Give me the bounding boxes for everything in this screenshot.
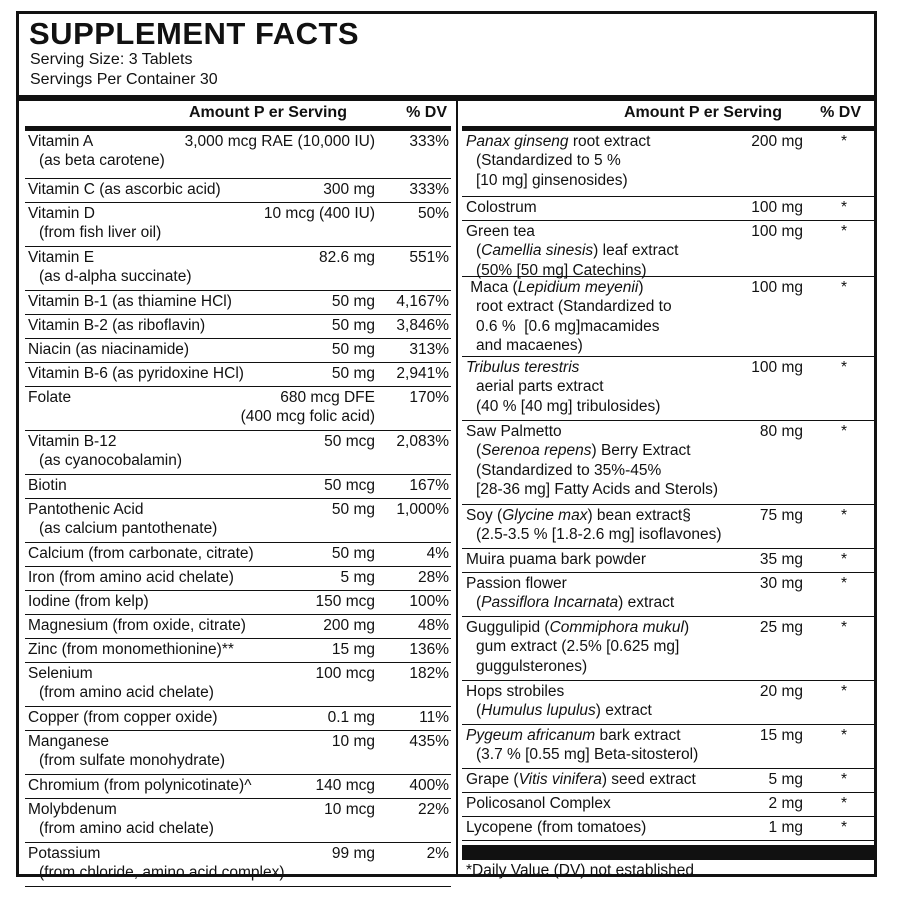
nutrient-amount: 50 mg bbox=[331, 293, 375, 310]
nutrient-name: Chromium (from polynicotinate)^ bbox=[28, 777, 252, 794]
nutrient-row bbox=[25, 707, 451, 731]
nutrient-name: Magnesium (from oxide, citrate) bbox=[28, 617, 246, 634]
nutrient-row bbox=[25, 339, 451, 363]
nutrient-row bbox=[25, 475, 451, 499]
nutrient-dv: 400% bbox=[409, 777, 449, 794]
nutrient-row bbox=[25, 291, 451, 315]
ingredient-name bbox=[462, 358, 875, 377]
ingredient-detail bbox=[462, 171, 875, 190]
ingredient-amount: 15 mg bbox=[759, 727, 803, 744]
ingredient-amount: 200 mg bbox=[751, 133, 803, 150]
nutrient-source: (from amino acid chelate) bbox=[39, 820, 214, 838]
ingredient-detail bbox=[462, 480, 875, 499]
ingredient-row bbox=[462, 421, 875, 505]
nutrient-dv: 2,083% bbox=[396, 433, 449, 450]
ingredient-detail bbox=[462, 745, 875, 764]
latin-name: Serenoa repens bbox=[481, 442, 592, 460]
text-segment: Maca ( bbox=[466, 279, 518, 296]
ingredient-dv: * bbox=[840, 279, 847, 296]
nutrient-name: Iron (from amino acid chelate) bbox=[28, 569, 234, 586]
ingredient-amount: 100 mg bbox=[751, 359, 803, 376]
text-segment: Passion flower bbox=[466, 575, 567, 592]
ingredient-dv: * bbox=[840, 771, 847, 788]
ingredient-name bbox=[462, 682, 875, 701]
text-segment: root extract bbox=[568, 133, 651, 150]
ingredient-detail bbox=[462, 151, 875, 170]
latin-name: Glycine max bbox=[502, 507, 588, 524]
nutrient-amount: 10 mcg (400 IU) bbox=[263, 205, 375, 222]
nutrient-name: Molybdenum bbox=[28, 801, 117, 818]
nutrient-amount: 10 mg bbox=[331, 733, 375, 750]
nutrient-amount: 100 mcg bbox=[315, 665, 375, 682]
nutrient-source: (from sulfate monohydrate) bbox=[39, 752, 226, 770]
ingredient-amount: 20 mg bbox=[759, 683, 803, 700]
ingredient-name bbox=[462, 726, 875, 745]
nutrient-dv: 167% bbox=[409, 477, 449, 494]
ingredient-row bbox=[462, 197, 875, 221]
nutrient-source: (from amino acid chelate) bbox=[39, 684, 214, 702]
amount-header-right: Amount P er Serving bbox=[624, 104, 782, 121]
ingredient-row bbox=[462, 277, 875, 357]
ingredient-name bbox=[462, 278, 875, 297]
ingredient-dv: * bbox=[840, 199, 847, 216]
nutrient-amount: 50 mg bbox=[331, 341, 375, 358]
text-segment: (50% [50 mg] Catechins) bbox=[476, 261, 647, 279]
nutrient-dv: 48% bbox=[417, 617, 449, 634]
ingredient-amount: 1 mg bbox=[768, 819, 803, 836]
text-segment: Muira puama bark powder bbox=[466, 551, 647, 568]
nutrient-name: Calcium (from carbonate, citrate) bbox=[28, 545, 254, 562]
ingredient-row bbox=[462, 681, 875, 725]
nutrient-dv: 136% bbox=[409, 641, 449, 658]
nutrient-amount: 50 mg bbox=[331, 545, 375, 562]
nutrient-name: Vitamin E bbox=[28, 249, 95, 266]
text-segment: ) leaf extract bbox=[593, 242, 679, 260]
dv-header-right: % DV bbox=[820, 104, 861, 121]
text-segment: (Standardized to 5 % bbox=[476, 152, 621, 170]
nutrient-name: Vitamin C (as ascorbic acid) bbox=[28, 181, 221, 198]
text-segment: Policosanol Complex bbox=[466, 795, 611, 812]
nutrient-dv: 333% bbox=[409, 133, 449, 150]
ingredient-detail bbox=[462, 336, 875, 355]
nutrient-amount: 300 mg bbox=[323, 181, 375, 198]
nutrient-dv: 4% bbox=[426, 545, 449, 562]
text-segment: gum extract (2.5% [0.625 mg] bbox=[476, 638, 680, 656]
ingredient-row bbox=[462, 573, 875, 617]
ingredient-row bbox=[462, 769, 875, 793]
nutrient-row bbox=[25, 203, 451, 247]
nutrient-amount: 0.1 mg bbox=[327, 709, 375, 726]
text-segment: Saw Palmetto bbox=[466, 423, 562, 440]
ingredient-name bbox=[462, 550, 875, 569]
left-column-header bbox=[25, 101, 451, 131]
nutrient-source: (as d-alpha succinate) bbox=[39, 268, 192, 286]
nutrient-amount: 50 mcg bbox=[324, 433, 375, 450]
nutrient-dv: 2,941% bbox=[396, 365, 449, 382]
text-segment: ) extract bbox=[618, 594, 675, 612]
ingredient-row bbox=[462, 505, 875, 549]
nutrient-dv: 2% bbox=[426, 845, 449, 862]
servings-per-container: Servings Per Container 30 bbox=[30, 71, 218, 88]
nutrient-amount: 5 mg bbox=[340, 569, 375, 586]
nutrient-row bbox=[25, 663, 451, 707]
ingredient-detail bbox=[462, 637, 875, 656]
nutrient-row bbox=[25, 567, 451, 591]
nutrient-row bbox=[25, 543, 451, 567]
text-segment: Hops strobiles bbox=[466, 683, 565, 700]
nutrient-row bbox=[25, 387, 451, 431]
nutrient-amount: 15 mg bbox=[331, 641, 375, 658]
nutrient-amount: 50 mcg bbox=[324, 477, 375, 494]
nutrient-name: Vitamin D bbox=[28, 205, 95, 222]
nutrient-row bbox=[25, 363, 451, 387]
nutrient-amount: 50 mg bbox=[331, 317, 375, 334]
nutrient-amount: 82.6 mg bbox=[318, 249, 375, 266]
nutrient-source: (from fish liver oil) bbox=[39, 224, 162, 242]
left-column bbox=[25, 101, 451, 882]
ingredient-name bbox=[462, 422, 875, 441]
latin-name: Panax ginseng bbox=[466, 133, 569, 150]
nutrient-row bbox=[25, 431, 451, 475]
ingredient-dv: * bbox=[840, 727, 847, 744]
ingredient-name bbox=[462, 618, 875, 637]
ingredient-name bbox=[462, 770, 875, 789]
nutrient-name: Vitamin B-12 bbox=[28, 433, 117, 450]
text-segment: (40 % [40 mg] tribulosides) bbox=[476, 397, 661, 415]
text-segment: Grape ( bbox=[466, 771, 519, 788]
ingredient-amount: 2 mg bbox=[768, 795, 803, 812]
text-segment: guggulsterones) bbox=[476, 657, 588, 675]
text-segment: Lycopene (from tomatoes) bbox=[466, 819, 647, 836]
ingredient-dv: * bbox=[840, 223, 847, 240]
ingredient-detail bbox=[462, 377, 875, 396]
ingredient-row bbox=[462, 131, 875, 197]
nutrient-name: Vitamin B-2 (as riboflavin) bbox=[28, 317, 206, 334]
ingredient-dv: * bbox=[840, 359, 847, 376]
nutrient-dv: 313% bbox=[409, 341, 449, 358]
nutrient-amount: 680 mcg DFE bbox=[280, 389, 375, 406]
text-segment: and macaenes) bbox=[476, 336, 583, 354]
ingredient-amount: 35 mg bbox=[759, 551, 803, 568]
nutrient-source: (as calcium pantothenate) bbox=[39, 520, 218, 538]
nutrient-name: Biotin bbox=[28, 477, 67, 494]
nutrient-name: Selenium bbox=[28, 665, 93, 682]
ingredient-dv: * bbox=[840, 819, 847, 836]
text-segment: ) bbox=[683, 619, 690, 636]
ingredient-detail bbox=[462, 657, 875, 676]
supplement-facts-panel bbox=[16, 11, 877, 882]
nutrient-dv: 1,000% bbox=[396, 501, 449, 518]
text-segment: Colostrum bbox=[466, 199, 537, 216]
ingredient-row bbox=[462, 617, 875, 681]
nutrient-name: Zinc (from monomethionine)** bbox=[28, 641, 234, 658]
right-column-header bbox=[462, 101, 875, 131]
nutrient-dv: 28% bbox=[417, 569, 449, 586]
nutrient-dv: 435% bbox=[409, 733, 449, 750]
ingredient-name bbox=[462, 506, 875, 525]
nutrient-row bbox=[25, 247, 451, 291]
footnote: *Daily Value (DV) not established bbox=[466, 862, 695, 879]
ingredient-detail bbox=[462, 593, 875, 612]
text-segment: ) seed extract bbox=[601, 771, 696, 788]
text-segment: ( bbox=[476, 242, 482, 260]
nutrient-dv: 551% bbox=[409, 249, 449, 266]
nutrient-name: Niacin (as niacinamide) bbox=[28, 341, 190, 358]
panel-title: SUPPLEMENT FACTS bbox=[29, 16, 360, 51]
footer-bar bbox=[462, 845, 875, 860]
latin-name: Tribulus terestris bbox=[466, 359, 580, 376]
ingredient-detail bbox=[462, 241, 875, 260]
ingredient-dv: * bbox=[840, 423, 847, 440]
nutrient-name: Vitamin B-6 (as pyridoxine HCl) bbox=[28, 365, 244, 382]
ingredient-row bbox=[462, 817, 875, 841]
ingredient-detail bbox=[462, 441, 875, 460]
nutrient-dv: 11% bbox=[419, 709, 449, 726]
latin-name: Pygeum africanum bbox=[466, 727, 596, 744]
nutrient-row bbox=[25, 843, 451, 887]
ingredient-dv: * bbox=[840, 619, 847, 636]
nutrient-amount: 200 mg bbox=[323, 617, 375, 634]
ingredient-dv: * bbox=[840, 507, 847, 524]
ingredient-amount: 75 mg bbox=[759, 507, 803, 524]
ingredient-amount: 80 mg bbox=[759, 423, 803, 440]
nutrient-amount: 10 mcg bbox=[324, 801, 375, 818]
ingredient-dv: * bbox=[840, 551, 847, 568]
nutrient-row bbox=[25, 315, 451, 339]
nutrient-name: Vitamin A bbox=[28, 133, 94, 150]
nutrient-name: Potassium bbox=[28, 845, 101, 862]
ingredient-detail bbox=[462, 461, 875, 480]
column-divider bbox=[456, 101, 458, 874]
nutrient-source: (as beta carotene) bbox=[39, 152, 165, 170]
nutrient-amount-detail: (400 mcg folic acid) bbox=[240, 408, 375, 425]
nutrient-dv: 182% bbox=[409, 665, 449, 682]
nutrient-name: Iodine (from kelp) bbox=[28, 593, 149, 610]
text-segment: ) extract bbox=[595, 702, 652, 720]
text-segment: ) bbox=[638, 279, 644, 296]
text-segment: ) Berry Extract bbox=[591, 442, 691, 460]
nutrient-dv: 3,846% bbox=[396, 317, 449, 334]
nutrient-name: Manganese bbox=[28, 733, 110, 750]
ingredient-dv: * bbox=[840, 683, 847, 700]
nutrient-name: Vitamin B-1 (as thiamine HCl) bbox=[28, 293, 232, 310]
nutrient-row bbox=[25, 799, 451, 843]
text-segment: [28-36 mg] Fatty Acids and Sterols) bbox=[476, 480, 719, 498]
ingredient-name bbox=[462, 222, 875, 241]
latin-name: Vitis vinifera bbox=[518, 771, 602, 788]
text-segment: ( bbox=[476, 594, 482, 612]
ingredient-row bbox=[462, 725, 875, 769]
nutrient-amount: 50 mg bbox=[331, 365, 375, 382]
nutrient-dv: 333% bbox=[409, 181, 449, 198]
nutrient-row bbox=[25, 775, 451, 799]
nutrient-name: Pantothenic Acid bbox=[28, 501, 144, 518]
text-segment: bark extract bbox=[595, 727, 681, 744]
ingredient-amount: 30 mg bbox=[759, 575, 803, 592]
text-segment: Guggulipid ( bbox=[466, 619, 550, 636]
ingredient-name bbox=[462, 794, 875, 813]
nutrient-source: (from chloride, amino acid complex) bbox=[39, 864, 285, 882]
nutrient-dv: 170% bbox=[409, 389, 449, 406]
ingredient-amount: 100 mg bbox=[751, 223, 803, 240]
serving-size: Serving Size: 3 Tablets bbox=[30, 51, 193, 68]
nutrient-amount: 50 mg bbox=[331, 501, 375, 518]
ingredient-name bbox=[462, 818, 875, 837]
ingredient-dv: * bbox=[840, 795, 847, 812]
latin-name: Camellia sinesis bbox=[481, 242, 594, 260]
nutrient-row bbox=[25, 731, 451, 775]
ingredient-detail bbox=[462, 525, 875, 544]
text-segment: Soy ( bbox=[466, 507, 503, 524]
ingredient-dv: * bbox=[840, 575, 847, 592]
nutrient-dv: 100% bbox=[409, 593, 449, 610]
text-segment: ( bbox=[476, 442, 482, 460]
nutrient-row bbox=[25, 639, 451, 663]
nutrient-amount: 99 mg bbox=[331, 845, 375, 862]
ingredient-name bbox=[462, 574, 875, 593]
nutrient-amount: 140 mcg bbox=[315, 777, 375, 794]
nutrient-row bbox=[25, 131, 451, 179]
nutrient-source: (as cyanocobalamin) bbox=[39, 452, 183, 470]
text-segment: ( bbox=[476, 702, 482, 720]
nutrient-amount: 150 mcg bbox=[315, 593, 375, 610]
ingredient-name bbox=[462, 132, 875, 151]
latin-name: Passiflora Incarnata bbox=[481, 594, 619, 612]
text-segment: (2.5-3.5 % [1.8-2.6 mg] isoflavones) bbox=[476, 526, 722, 544]
right-column bbox=[462, 101, 875, 879]
ingredient-amount: 100 mg bbox=[751, 199, 803, 216]
nutrient-amount: 3,000 mcg RAE (10,000 IU) bbox=[184, 133, 375, 150]
ingredient-detail bbox=[462, 317, 875, 336]
nutrient-dv: 4,167% bbox=[396, 293, 449, 310]
ingredient-dv: * bbox=[840, 133, 847, 150]
nutrient-dv: 50% bbox=[417, 205, 449, 222]
ingredient-amount: 100 mg bbox=[751, 279, 803, 296]
dv-header: % DV bbox=[406, 104, 447, 121]
ingredient-detail bbox=[462, 701, 875, 720]
ingredient-detail bbox=[462, 397, 875, 416]
latin-name: Commiphora mukul bbox=[549, 619, 684, 636]
nutrient-name: Folate bbox=[28, 389, 72, 406]
text-segment: ) bean extract§ bbox=[587, 507, 691, 524]
nutrient-row bbox=[25, 591, 451, 615]
ingredient-detail bbox=[462, 297, 875, 316]
left-nutrient-list bbox=[25, 131, 451, 887]
nutrient-dv: 22% bbox=[417, 801, 449, 818]
ingredient-row bbox=[462, 357, 875, 421]
ingredient-row bbox=[462, 549, 875, 573]
right-ingredient-list bbox=[462, 131, 875, 841]
text-segment: aerial parts extract bbox=[476, 378, 604, 396]
ingredient-amount: 25 mg bbox=[759, 619, 803, 636]
nutrient-name: Copper (from copper oxide) bbox=[28, 709, 218, 726]
text-segment: Green tea bbox=[466, 223, 535, 240]
text-segment: 0.6 % [0.6 mg]macamides bbox=[476, 317, 660, 335]
latin-name: Lepidium meyenii bbox=[517, 279, 639, 296]
ingredient-row bbox=[462, 221, 875, 277]
text-segment: root extract (Standardized to bbox=[476, 298, 672, 316]
text-segment: (Standardized to 35%-45% bbox=[476, 461, 662, 479]
ingredient-name bbox=[462, 198, 875, 217]
nutrient-row bbox=[25, 179, 451, 203]
nutrient-row bbox=[25, 615, 451, 639]
latin-name: Humulus lupulus bbox=[481, 702, 596, 720]
ingredient-amount: 5 mg bbox=[768, 771, 803, 788]
amount-header: Amount P er Serving bbox=[189, 104, 347, 121]
text-segment: [10 mg] ginsenosides) bbox=[476, 171, 628, 189]
text-segment: (3.7 % [0.55 mg] Beta-sitosterol) bbox=[476, 746, 699, 764]
nutrient-row bbox=[25, 499, 451, 543]
ingredient-row bbox=[462, 793, 875, 817]
